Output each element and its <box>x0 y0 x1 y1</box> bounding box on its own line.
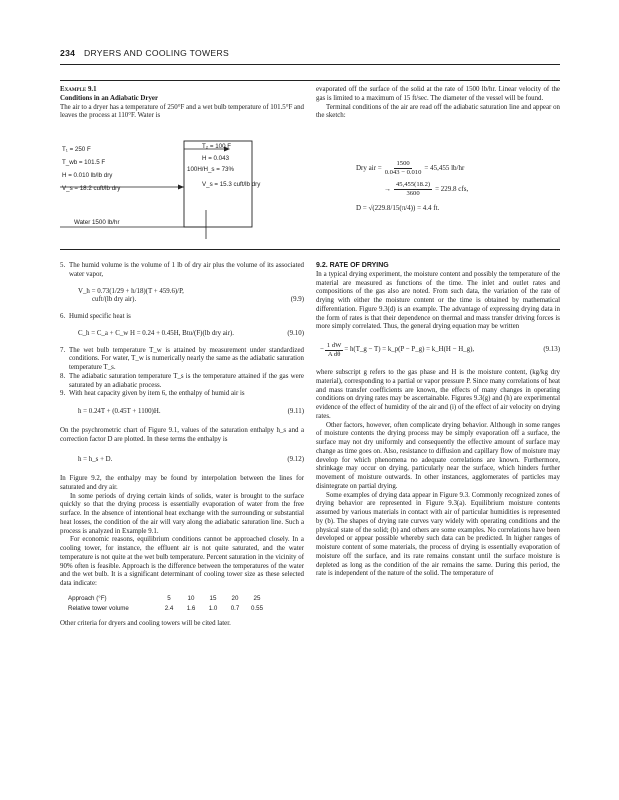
equation-9-13-rest: = h(T_g − T) = k_p(P − P_g) = k_H(H − H_g), <box>344 346 475 354</box>
right-para-2: where subscript g refers to the gas phase and H is the moisture content, (kg/kg dry material), corresponding to a partial or vapor pressure P. Since many correlations of heat and mass transfer coefficients are known, the effects of many changes in operating conditions on drying rates may be ascertainable. Figures 9.3(g) and (h) are experimental evidence of the effect of humidity of the air and (i) of the effect of air velocity on drying rates. <box>316 369 560 420</box>
example-left-text <box>60 86 304 121</box>
example-intro: The air to a dryer has a temperature of 250°F and a wet bulb temperature of 101.5°F and leaves the process at 110°F. Water is <box>60 103 304 120</box>
tower-volume-value: 1.6 <box>186 604 196 612</box>
equation-9-10-number: (9.10) <box>287 329 304 337</box>
calc1-rhs: = 45,455 lb/hr <box>424 164 465 173</box>
running-header <box>60 48 560 58</box>
equation-9-11-body: h = 0.24T + (0.45T + 1100)H. <box>78 408 161 415</box>
calc1-fraction <box>385 160 422 177</box>
calc1-den: 0.043 − 0.010 <box>384 169 422 176</box>
page-number: 234 <box>60 48 76 58</box>
calc1-num: 1500 <box>396 160 410 167</box>
example-label: Example 9.1 <box>60 86 97 93</box>
item-8-text: The adiabatic saturation temperature T_s is the temperature attained if the gas were saturated by an adiabatic process. <box>69 372 304 389</box>
calc2-fraction <box>394 181 432 198</box>
equation-9-13-fraction <box>325 342 343 359</box>
approach-value: 10 <box>187 594 195 602</box>
calc-line-2 <box>356 181 556 198</box>
approach-table <box>68 595 268 615</box>
calc2-rhs: = 229.8 cfs, <box>435 185 469 194</box>
sketch-twb: T_wb = 101.5 F <box>62 159 106 166</box>
right-para-4: Some examples of drying data appear in Figure 9.3. Commonly recognized zones of drying behavior are represented in Figure 9.3(a). Equilibrium moisture contents assumed by various materials in contact with air of particular humidities is represented by (b). The shapes of drying rate curves vary widely with operating conditions and the physical state of the solid; (b) and others are some examples. No correlations have been developed or appear possible whereby such data can be predicted. In higher ranges of moisture content of some materials, the process of drying is essentially evaporation of moisture off the surface, and its rate remains constant until the surface moisture is depleted as long as the condition of the air remains the same. During this period, the rate is independent of the nature of the solid. The temperature of <box>316 491 560 578</box>
equation-9-11-number: (9.11) <box>287 408 304 415</box>
example-title: Conditions in an Adiabatic Dryer <box>60 94 159 102</box>
item-5 <box>60 262 304 280</box>
item-7-number: 7. <box>60 346 66 354</box>
equation-9-9-body: V_h = 0.73(1/29 + h/18)(T + 459.6)/P, <box>78 287 184 295</box>
example-right-text <box>316 86 560 121</box>
approach-row <box>68 595 268 605</box>
equation-9-12 <box>60 456 304 465</box>
equation-9-11 <box>60 408 304 417</box>
item-9 <box>60 390 304 399</box>
sketch-vs2: V_s = 15.3 cuft/lb dry <box>202 181 261 188</box>
calc-line-1 <box>356 160 556 177</box>
equation-9-9-body-2: cuft/(lb dry air). <box>92 296 137 304</box>
left-para-1: On the psychrometric chart of Figure 9.1, values of the saturation enthalpy h_s and a correction factor D are plotted. In these terms the enthalpy is <box>60 426 304 443</box>
equation-9-10-body: C_h = C_a + C_w H = 0.24 + 0.45H, Btu/(F)(lb dry air). <box>78 329 235 337</box>
sketch-t2: T₂ = 100 F <box>202 143 232 150</box>
sketch-h2: H = 0.043 <box>202 155 230 162</box>
item-9-number: 9. <box>60 390 66 398</box>
equation-9-13-den: A dθ <box>327 351 341 358</box>
example-calc <box>356 160 556 213</box>
left-para-3: In some periods of drying certain kinds of solids, water is brought to the surface quickly so that the drying process is essentially evaporation of water from the free surface. In the absence of intentional heat exchange with the surrounding or substantial heat losses, the condition of the air will vary along the adiabatic saturation line. Such a process is analyzed in Example 9.1. <box>60 492 304 535</box>
sketch-hh: 100H/H_s = 73% <box>187 166 234 173</box>
equation-9-10 <box>60 330 304 339</box>
approach-value: 20 <box>231 594 239 602</box>
approach-label: Approach (°F) <box>68 594 107 602</box>
right-para-1: In a typical drying experiment, the moisture content and possibly the temperature of the material are measured as functions of the time. The inlet and outlet rates and compositions of the gas also are noted. From such data, the variation of the rate of drying with either the moisture content or the time is obtained by mathematical differentiation. Figure 9.3(d) is an example. The advantage of expressing drying data in the form of rates is that their dependence on thermal and mass transfer driving forces is more simply correlated. Thus, the general drying equation may be written <box>316 270 560 331</box>
header-rule <box>60 64 560 65</box>
equation-9-12-body: h = h_s + D. <box>78 456 113 464</box>
tower-volume-value: 1.0 <box>208 604 218 612</box>
item-6-text: Humid specific heat is <box>69 313 131 320</box>
equation-9-9 <box>60 288 304 297</box>
example-top-rule <box>60 80 560 81</box>
example-right-para1: evaporated off the surface of the solid at the rate of 1500 lb/hr. Linear velocity of the gas is limited to a maximum of 15 ft/sec. The diameter of the vessel will be found. <box>316 86 560 102</box>
sketch-t1: T₁ = 250 F <box>62 146 91 153</box>
item-9-text: With heat capacity given by item 6, the enthalpy of humid air is <box>69 390 245 398</box>
equation-9-13-num: 1 dW <box>326 342 342 349</box>
left-para-4: For economic reasons, equilibrium conditions cannot be approached closely. In a cooling tower, for instance, the effluent air is not quite saturated, and the water temperature is not quite at the wet bulb temperature. Percent saturation in the vicinity of 90% often is feasible. Approach is the difference between the temperatures of the water and the wet bulb. It is a significant determinant of cooling tower size as these selected data indicate: <box>60 536 304 587</box>
equation-9-13 <box>316 342 560 359</box>
tower-volume-label: Relative tower volume <box>68 604 129 612</box>
sketch-h1: H = 0.010 lb/lb dry <box>62 172 113 179</box>
equation-9-12-number: (9.12) <box>287 456 304 464</box>
tower-volume-value: 0.7 <box>230 604 240 612</box>
tower-volume-value: 2.4 <box>164 604 174 612</box>
equation-9-13-number: (9.13) <box>543 346 560 354</box>
calc-line-3: D = √(229.8/15(π/4)) = 4.4 ft. <box>356 204 440 212</box>
section-heading: 9.2. RATE OF DRYING <box>316 262 389 269</box>
equation-9-9-number: (9.9) <box>290 296 304 304</box>
right-para-3: Other factors, however, often complicate drying behavior. Although in some ranges of moisture contents the drying process may be simply evaporation off a surface, the surface may not dry uniformly and consequently the effective amount of surface may change as time goes on. Also, resistance to diffusion and capillary flow of moisture may develop for which phenomena no adequate correlations are known. Furthermore, shrinkage may occur on drying, particularly near the surface, which hinders further movement of moisture outwards. In other instances, agglomerates of particles may disintegrate on partial drying. <box>316 421 560 490</box>
item-7-text: The wet bulb temperature T_w is attained by measurement under standardized conditions. For water, T_w is numerically nearly the same as the adiabatic saturation temperature T_s. <box>69 346 304 371</box>
running-title: DRYERS AND COOLING TOWERS <box>83 48 229 58</box>
approach-value: 5 <box>167 594 171 602</box>
sketch-vs1: V_s = 18.2 cuft/lb dry <box>62 185 121 192</box>
right-column <box>316 262 560 579</box>
item-6 <box>60 313 304 322</box>
calc1-lhs: Dry air = <box>356 164 382 173</box>
example-right-para2: Terminal conditions of the air are read off the adiabatic saturation line and appear on the sketch: <box>316 103 560 120</box>
item-8-number: 8. <box>60 372 66 380</box>
item-7 <box>60 347 304 373</box>
item-5-text: The humid volume is the volume of 1 lb of dry air plus the volume of its associated water vapor, <box>69 262 304 278</box>
equation-9-13-minus: − <box>320 346 324 354</box>
item-5-number: 5. <box>60 262 66 269</box>
item-6-number: 6. <box>60 313 66 320</box>
calc2-num: 45,455(18.2) <box>396 181 431 188</box>
approach-value: 25 <box>253 594 261 602</box>
equation-9-13-body <box>316 342 474 359</box>
tower-volume-row <box>68 605 268 615</box>
sketch-water: Water 1500 lb/hr <box>74 219 120 226</box>
approach-value: 15 <box>209 594 217 602</box>
left-column <box>60 262 304 629</box>
calc2-den: 3600 <box>406 190 420 197</box>
example-bottom-rule <box>60 249 560 250</box>
calc2-arrow: → <box>384 185 391 194</box>
tower-volume-value: 0.55 <box>250 604 264 612</box>
inlet-arrow-head <box>178 185 184 190</box>
item-8 <box>60 373 304 391</box>
equation-9-9-cont <box>60 296 304 305</box>
left-para-2: In Figure 9.2, the enthalpy may be found by interpolation between the lines for saturated and dry air. <box>60 475 304 491</box>
left-para-5: Other criteria for dryers and cooling towers will be cited later. <box>60 620 231 628</box>
